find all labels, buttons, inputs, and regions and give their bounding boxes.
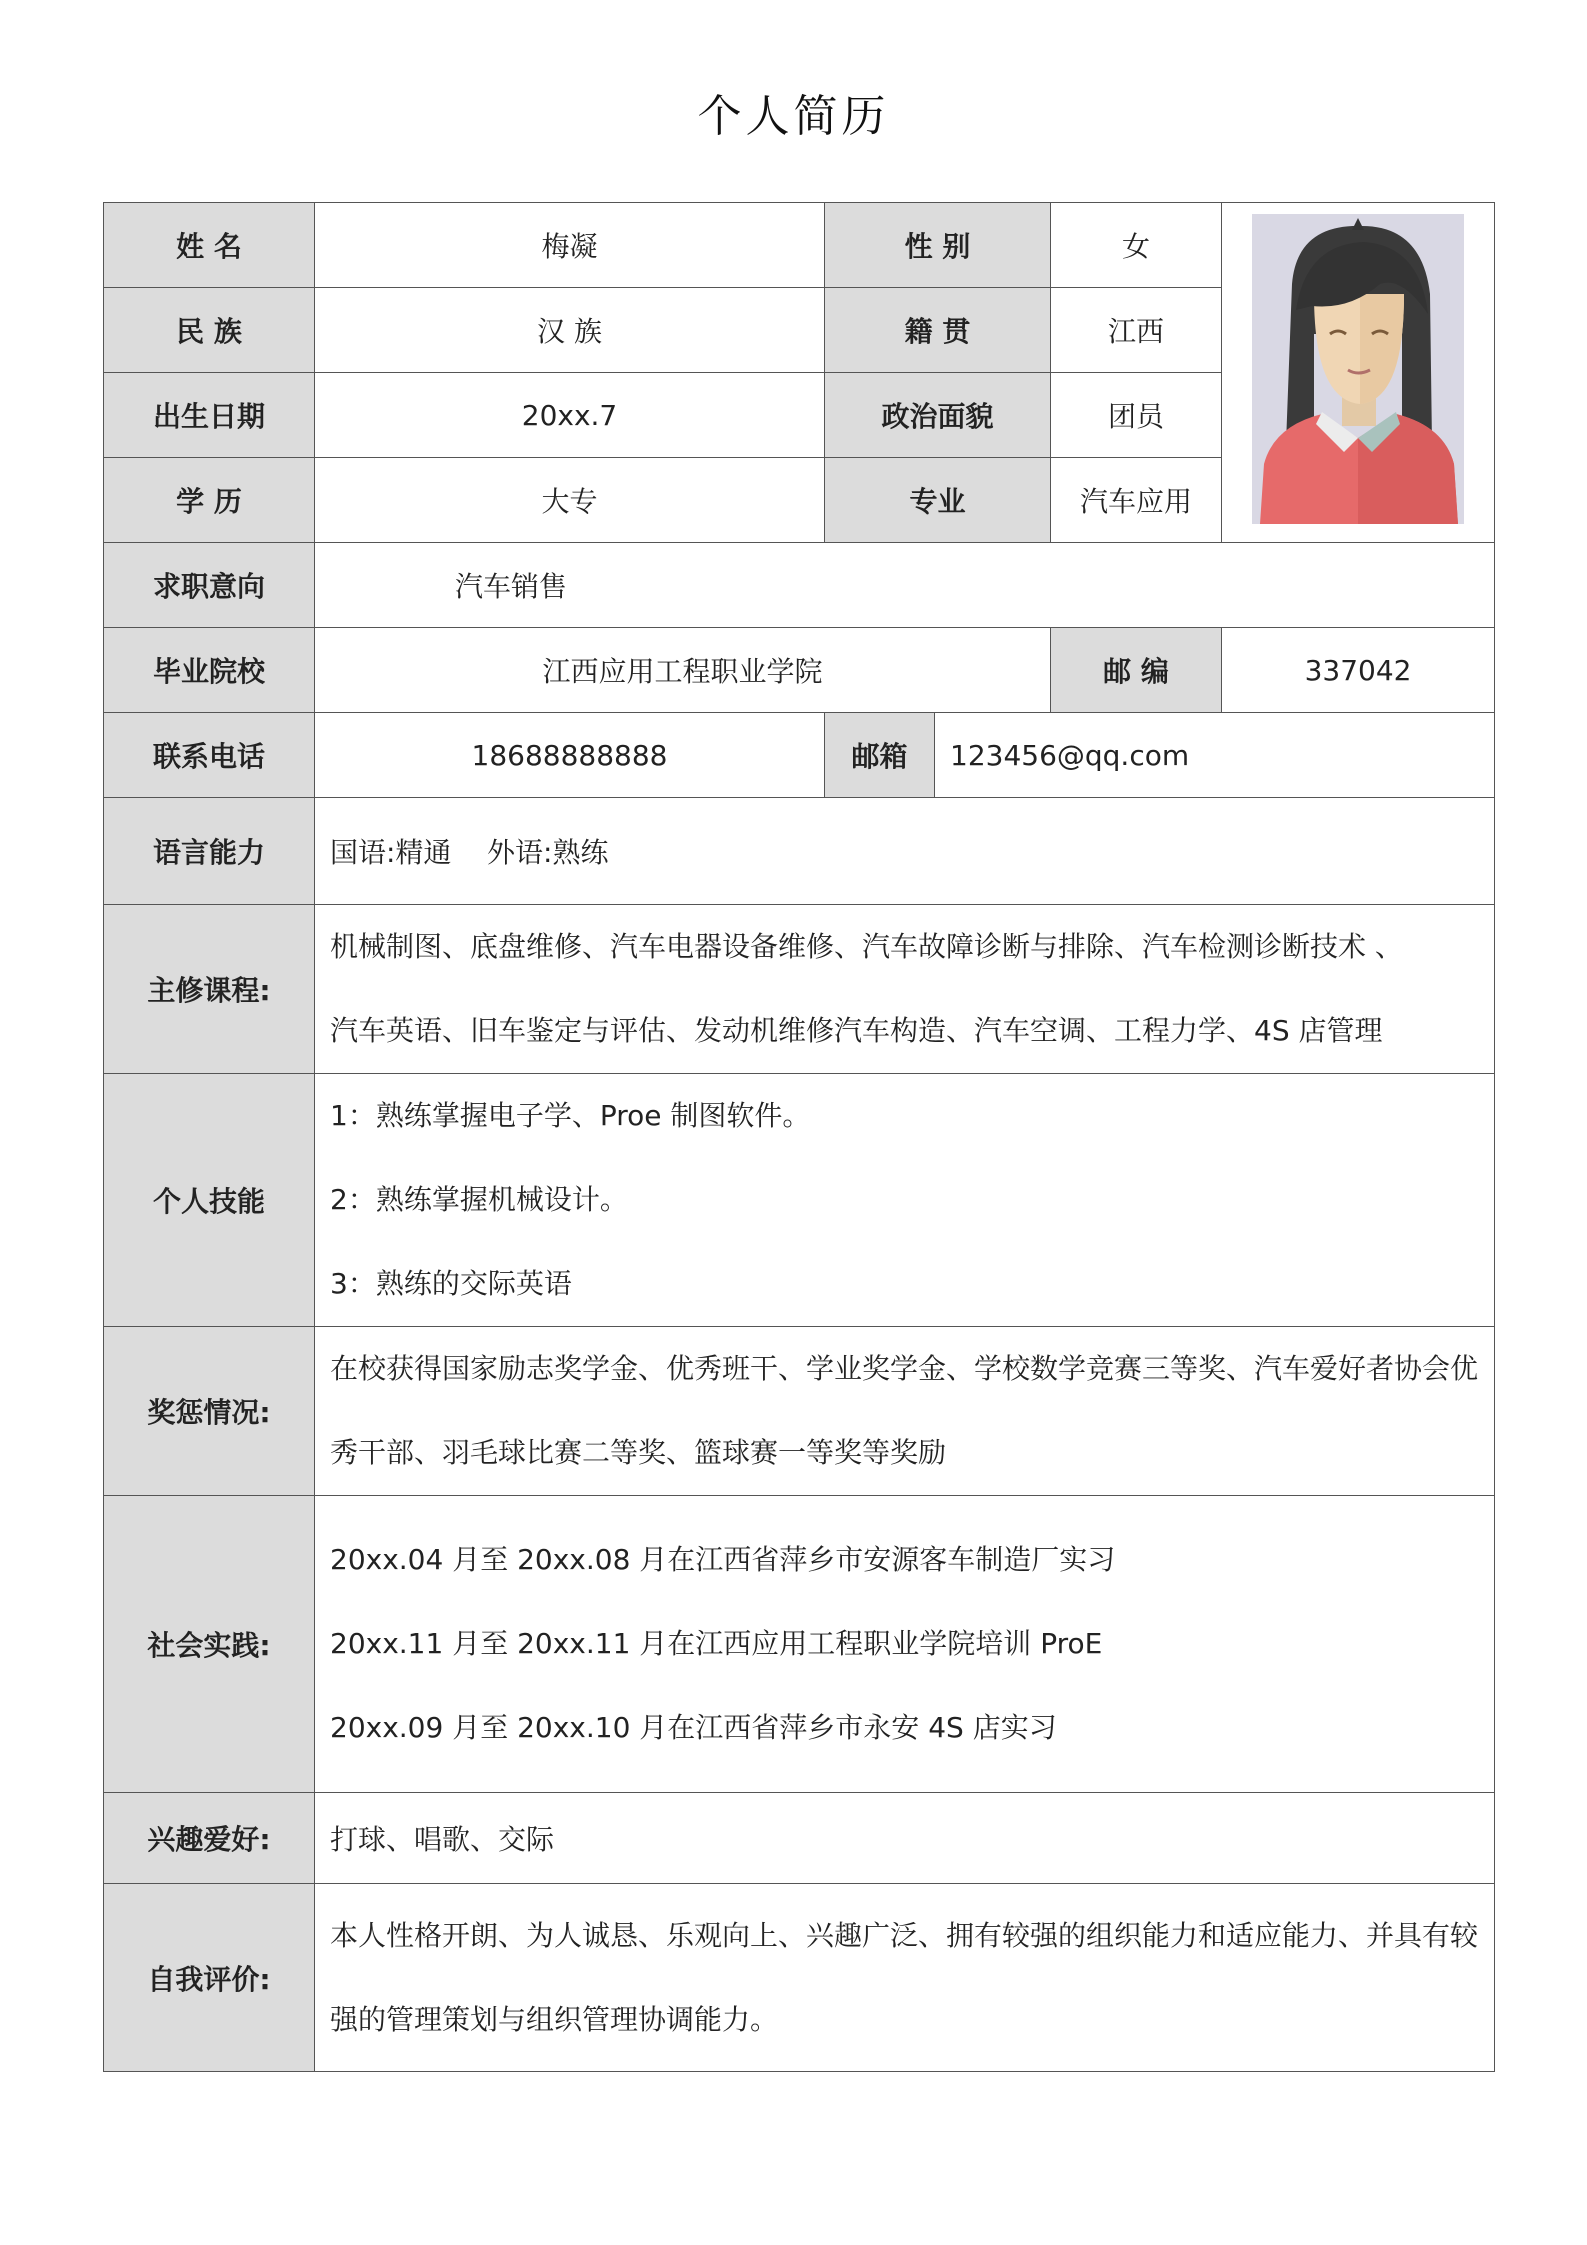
education-value: 大专 xyxy=(315,458,825,543)
objective-value: 汽车销售 xyxy=(315,543,1495,628)
origin-label: 籍 贯 xyxy=(825,288,1051,373)
page-title: 个人简历 xyxy=(697,91,890,142)
courses-label: 主修课程: xyxy=(104,905,315,1074)
self-eval-label: 自我评价: xyxy=(104,1884,315,2072)
practice-label: 社会实践: xyxy=(104,1496,315,1793)
self-eval-line: 本人性格开朗、为人诚恳、乐观向上、兴趣广泛、拥有较强的组织能力和适应能力、并具有较 xyxy=(330,1918,1479,1952)
awards-value xyxy=(315,1327,1495,1496)
skills-line: 1：熟练掌握电子学、Proe 制图软件。 xyxy=(330,1099,811,1132)
courses-line: 机械制图、底盘维修、汽车电器设备维修、汽车故障诊断与排除、汽车检测诊断技术 、 xyxy=(330,930,1403,963)
major-label: 专业 xyxy=(825,458,1051,543)
birth-label: 出生日期 xyxy=(104,373,315,458)
practice-line: 20xx.11 月至 20xx.11 月在江西应用工程职业学院培训 ProE xyxy=(330,1627,1103,1660)
courses-value xyxy=(315,905,1495,1074)
row-courses xyxy=(104,905,1495,1074)
postcode-label: 邮 编 xyxy=(1051,628,1222,713)
political-label: 政治面貌 xyxy=(825,373,1051,458)
gender-label: 性 别 xyxy=(825,203,1051,288)
row-practice xyxy=(104,1496,1495,1793)
photo-cell xyxy=(1222,203,1495,543)
name-label: 姓 名 xyxy=(104,203,315,288)
ethnicity-value: 汉 族 xyxy=(315,288,825,373)
row-objective xyxy=(104,543,1495,628)
school-label: 毕业院校 xyxy=(104,628,315,713)
self-eval-value xyxy=(315,1884,1495,2072)
skills-line: 3：熟练的交际英语 xyxy=(330,1267,572,1300)
major-value: 汽车应用 xyxy=(1051,458,1222,543)
row-hobbies xyxy=(104,1793,1495,1884)
self-eval-line: 强的管理策划与组织管理协调能力。 xyxy=(330,2002,779,2036)
skills-line: 2：熟练掌握机械设计。 xyxy=(330,1183,628,1216)
row-awards xyxy=(104,1327,1495,1496)
ethnicity-label: 民 族 xyxy=(104,288,315,373)
skills-value xyxy=(315,1074,1495,1327)
skills-label: 个人技能 xyxy=(104,1074,315,1327)
gender-value: 女 xyxy=(1051,203,1222,288)
row-language xyxy=(104,798,1495,905)
language-value: 国语:精通 外语:熟练 xyxy=(315,798,1495,905)
awards-line: 秀干部、羽毛球比赛二等奖、篮球赛一等奖等奖励 xyxy=(330,1436,947,1469)
hobbies-label: 兴趣爱好: xyxy=(104,1793,315,1884)
courses-line: 汽车英语、旧车鉴定与评估、发动机维修汽车构造、汽车空调、工程力学、4S 店管理 xyxy=(330,1014,1383,1047)
practice-line: 20xx.09 月至 20xx.10 月在江西省萍乡市永安 4S 店实习 xyxy=(330,1711,1057,1744)
school-value: 江西应用工程职业学院 xyxy=(315,628,1051,713)
awards-line: 在校获得国家励志奖学金、优秀班干、学业奖学金、学校数学竞赛三等奖、汽车爱好者协会优 xyxy=(330,1352,1479,1385)
practice-line: 20xx.04 月至 20xx.08 月在江西省萍乡市安源客车制造厂实习 xyxy=(330,1543,1116,1576)
row-name xyxy=(104,203,1495,288)
political-value: 团员 xyxy=(1051,373,1222,458)
birth-value: 20xx.7 xyxy=(315,373,825,458)
row-contact xyxy=(104,713,1495,798)
language-label: 语言能力 xyxy=(104,798,315,905)
name-value: 梅凝 xyxy=(315,203,825,288)
phone-value: 18688888888 xyxy=(315,713,825,798)
origin-value: 江西 xyxy=(1051,288,1222,373)
row-self-eval xyxy=(104,1884,1495,2072)
row-school xyxy=(104,628,1495,713)
education-label: 学 历 xyxy=(104,458,315,543)
awards-label: 奖惩情况: xyxy=(104,1327,315,1496)
avatar-portrait-icon xyxy=(1252,214,1464,524)
practice-value xyxy=(315,1496,1495,1793)
email-label: 邮箱 xyxy=(825,713,935,798)
postcode-value: 337042 xyxy=(1222,628,1495,713)
hobbies-value: 打球、唱歌、交际 xyxy=(315,1793,1495,1884)
email-value: 123456@qq.com xyxy=(935,713,1495,798)
resume-table xyxy=(103,202,1495,2072)
row-skills xyxy=(104,1074,1495,1327)
objective-label: 求职意向 xyxy=(104,543,315,628)
phone-label: 联系电话 xyxy=(104,713,315,798)
